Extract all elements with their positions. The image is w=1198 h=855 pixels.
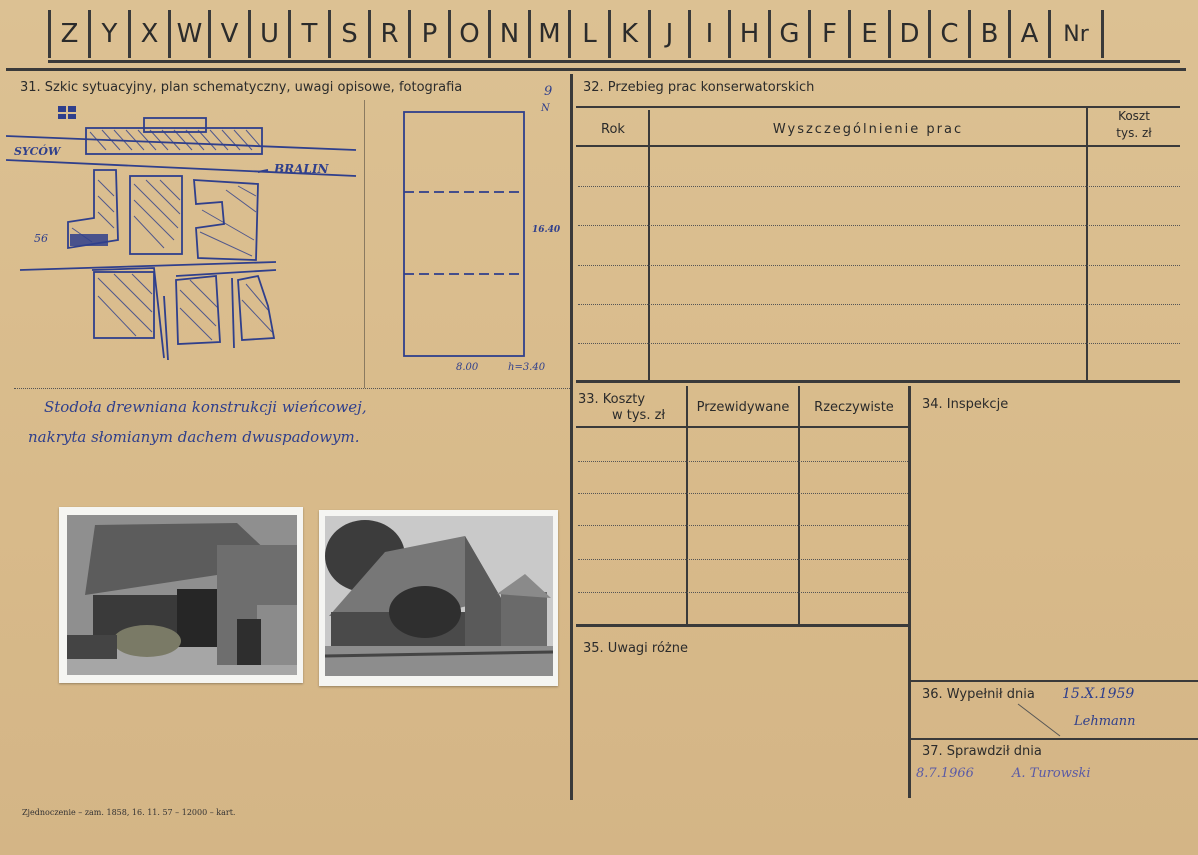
s32-row-line xyxy=(578,343,1180,344)
letter-cell: M xyxy=(528,10,568,58)
letter-cell: S xyxy=(328,10,368,58)
letter-cell: D xyxy=(888,10,928,58)
sheet-mark: 9 xyxy=(544,84,553,99)
s37-date: 8.7.1966 xyxy=(916,766,974,781)
s32-row-line xyxy=(578,225,1180,226)
s32-col-rok: Rok xyxy=(601,122,625,137)
s33-row-line xyxy=(578,525,908,526)
s33-row-line xyxy=(578,461,908,462)
letter-cell: A xyxy=(1008,10,1048,58)
plan-divider xyxy=(364,100,365,388)
letter-cell: H xyxy=(728,10,768,58)
s33-col-actual: Rzeczywiste xyxy=(814,400,894,415)
main-column-divider xyxy=(570,74,573,800)
letter-index-row xyxy=(48,10,1104,60)
letter-cell: V xyxy=(208,10,248,58)
s33-label-2: w tys. zł xyxy=(612,408,666,423)
letter-cell: G xyxy=(768,10,808,58)
s32-col-cost-2: tys. zł xyxy=(1116,126,1152,140)
s32-row-line xyxy=(578,186,1180,187)
s32-header-rule xyxy=(576,145,1180,147)
header-rule xyxy=(48,60,1180,63)
s33-row-line xyxy=(578,559,908,560)
situation-sketch xyxy=(6,100,366,370)
letter-cell: Y xyxy=(88,10,128,58)
s33-header-rule xyxy=(576,426,908,428)
print-footer: Zjednoczenie – zam. 1858, 16. 11. 57 – 12000 – kart. xyxy=(22,808,236,817)
plan-width: 8.00 xyxy=(456,362,479,373)
s32-col1 xyxy=(648,110,650,380)
s36-date: 15.X.1959 xyxy=(1062,686,1135,702)
letter-cell: R xyxy=(368,10,408,58)
sketch-east-label: BRALIN xyxy=(274,162,329,176)
letter-cell: F xyxy=(808,10,848,58)
letter-cell: T xyxy=(288,10,328,58)
section31-label: 31. Szkic sytuacyjny, plan schematyczny, uwagi opisowe, fotografia xyxy=(20,80,463,95)
sketch-separator xyxy=(14,388,570,389)
sketch-west-label: SYCÓW xyxy=(14,145,61,158)
s36-pen-stroke xyxy=(1016,700,1066,740)
barn-photo-1 xyxy=(59,507,303,683)
s32-bottom-rule xyxy=(576,380,1180,383)
section32-label: 32. Przebieg prac konserwatorskich xyxy=(583,80,815,95)
letter-cell: O xyxy=(448,10,488,58)
s32-row-line xyxy=(578,304,1180,305)
letter-cell: B xyxy=(968,10,1008,58)
letter-cell: J xyxy=(648,10,688,58)
letter-cell: K xyxy=(608,10,648,58)
letter-cell: I xyxy=(688,10,728,58)
s32-row-line xyxy=(578,265,1180,266)
plan-height: h=3.40 xyxy=(508,362,546,373)
s33-row-line xyxy=(578,592,908,593)
sheet-mark-2: N xyxy=(541,103,550,114)
letter-cell: Nr xyxy=(1048,10,1104,58)
s32-top-rule xyxy=(576,106,1180,108)
description-line2: nakryta słomianym dachem dwuspadowym. xyxy=(28,428,360,446)
s32-col2 xyxy=(1086,106,1088,380)
section37-label: 37. Sprawdził dnia xyxy=(922,744,1042,759)
s36-signature: Lehmann xyxy=(1074,714,1136,729)
header-rule-lower xyxy=(6,68,1186,71)
right-column-divider xyxy=(908,386,911,798)
section36-label: 36. Wypełnił dnia xyxy=(922,687,1035,702)
description-line1: Stodoła drewniana konstrukcji wieńcowej, xyxy=(44,398,367,416)
letter-cell: P xyxy=(408,10,448,58)
s33-col2 xyxy=(798,386,800,624)
s33-col-planned: Przewidywane xyxy=(696,400,790,415)
barn-photo-2 xyxy=(319,510,558,686)
plan-length: 16.40 xyxy=(532,225,561,235)
letter-cell: N xyxy=(488,10,528,58)
letter-cell: W xyxy=(168,10,208,58)
s33-col1 xyxy=(686,386,688,624)
s36-top-rule xyxy=(910,680,1198,682)
letter-cell: X xyxy=(128,10,168,58)
s33-row-line xyxy=(578,493,908,494)
s32-col-cost-1: Koszt xyxy=(1118,109,1150,123)
letter-cell: E xyxy=(848,10,888,58)
section34-label: 34. Inspekcje xyxy=(922,397,1009,412)
letter-cell: C xyxy=(928,10,968,58)
letter-cell: U xyxy=(248,10,288,58)
s33-bottom-rule xyxy=(576,624,910,627)
s37-top-rule xyxy=(910,738,1198,740)
letter-cell: L xyxy=(568,10,608,58)
s37-signature: A. Turowski xyxy=(1012,766,1091,781)
floor-plan xyxy=(398,108,530,360)
s32-col-desc: Wyszczególnienie prac xyxy=(772,122,964,137)
letter-cell: Z xyxy=(48,10,88,58)
sketch-plot-number: 56 xyxy=(34,232,48,245)
section35-label: 35. Uwagi różne xyxy=(583,641,688,656)
s33-label-1: 33. Koszty xyxy=(578,392,646,407)
